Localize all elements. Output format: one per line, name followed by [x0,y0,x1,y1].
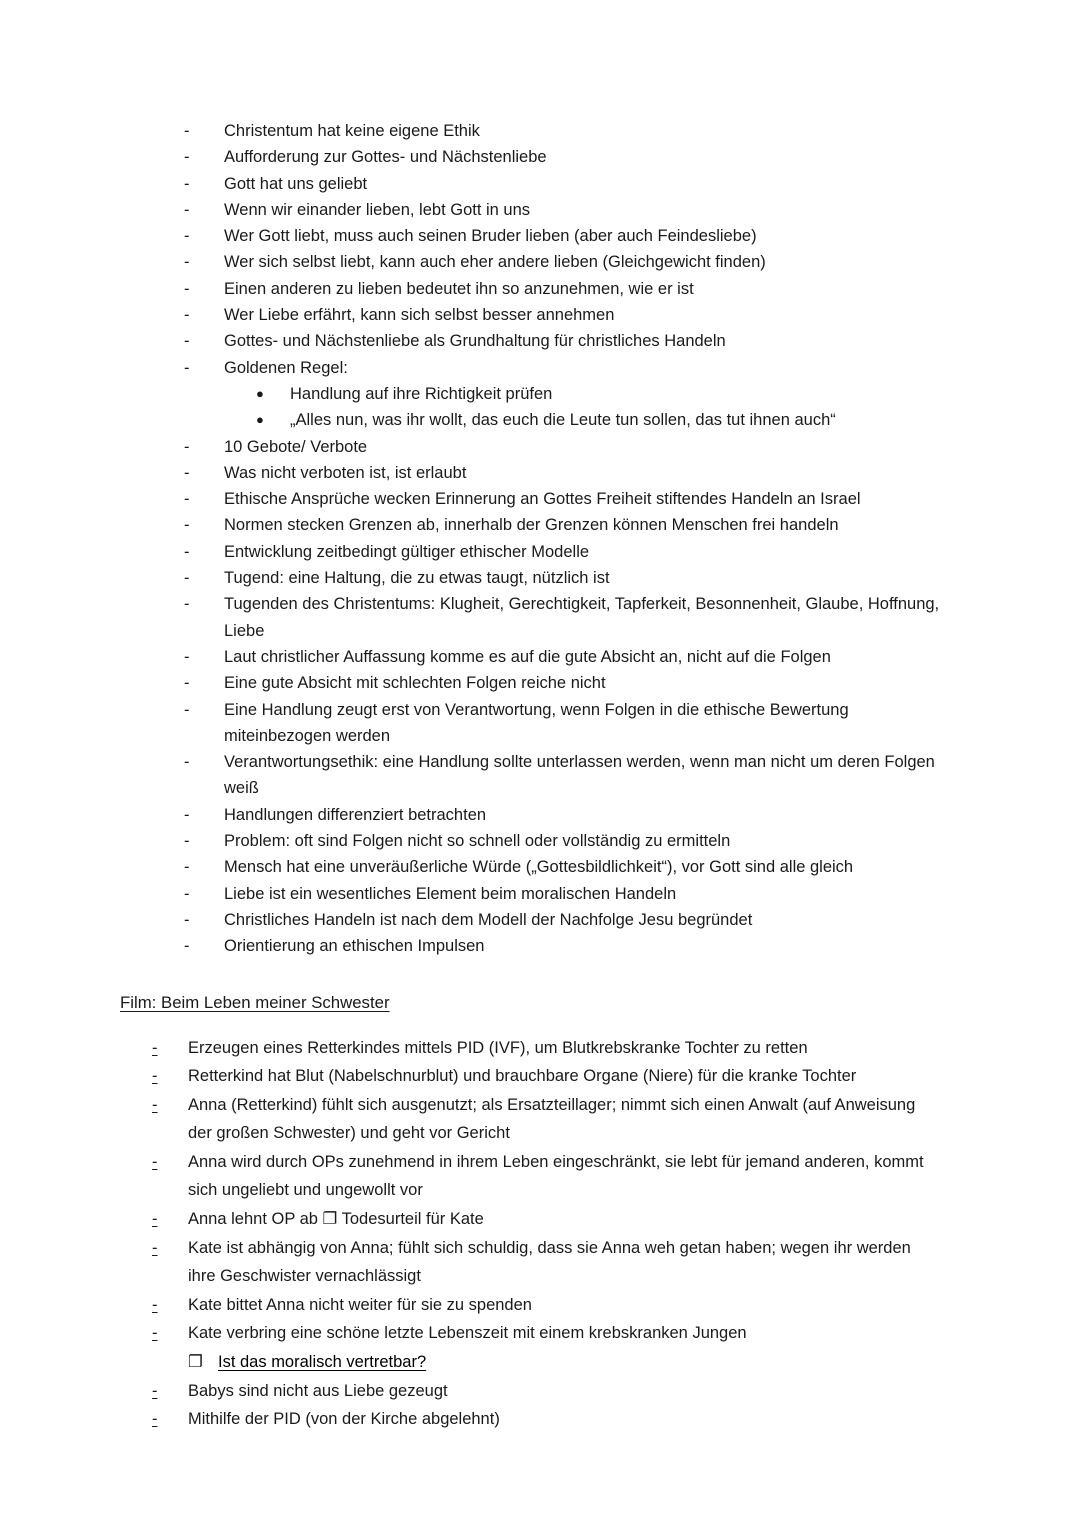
list-item-text: Aufforderung zur Gottes- und Nächstenliebe [224,148,547,167]
list-item [120,486,960,512]
dash-icon: - [152,1410,158,1429]
dash-icon: - [152,1067,158,1086]
question-list-item [120,1348,960,1377]
sub-list-item [120,407,960,433]
list-item [120,355,960,381]
dash-icon: - [184,858,190,877]
list-item [120,276,960,302]
dash-icon: - [184,805,190,824]
bullet-icon: ● [256,385,264,401]
dash-icon: - [184,832,190,851]
list-item-text: Mensch hat eine unveräußerliche Würde („Gottesbildlichkeit“), vor Gott sind alle gleich [224,858,854,877]
sub-list-item-text: „Alles nun, was ihr wollt, das euch die Leute tun sollen, das tut ihnen auch“ [290,411,836,430]
list-item [120,1405,960,1434]
list-item [120,1148,960,1205]
list-item [120,197,960,223]
list-item [120,591,960,644]
dash-icon: - [184,174,190,193]
list-item-text: Normen stecken Grenzen ab, innerhalb der Grenzen können Menschen frei handeln [224,516,839,535]
list-item-text: Problem: oft sind Folgen nicht so schnell oder vollständig zu ermitteln [224,832,731,851]
list-item [120,881,960,907]
dash-icon: - [184,542,190,561]
section-heading-film: Film: Beim Leben meiner Schwester [120,992,390,1012]
list-item [120,670,960,696]
list-item [120,749,960,802]
list-item [120,144,960,170]
dash-icon: - [184,279,190,298]
list-item-text: Anna (Retterkind) fühlt sich ausgenutzt; als Ersatzteillager; nimmt sich einen Anwalt (auf Anweisung der großen Schwester) und geht vor Gericht [188,1095,916,1143]
list-item-text: Retterkind hat Blut (Nabelschnurblut) und brauchbare Organe (Niere) für die kranke Tochter [188,1067,857,1086]
list-item-text: Wer sich selbst liebt, kann auch eher andere lieben (Gleichgewicht finden) [224,253,766,272]
list-item-text: Christliches Handeln ist nach dem Modell der Nachfolge Jesu begründet [224,910,753,929]
list-item [120,434,960,460]
list-item-text: Orientierung an ethischen Impulsen [224,937,485,956]
list-item [120,1291,960,1320]
dash-icon: - [184,122,190,140]
dash-icon: - [184,937,190,956]
dash-icon: - [184,700,190,719]
dash-icon: - [184,148,190,167]
dash-icon: - [152,1324,158,1343]
list-item-text: Wer Liebe erfährt, kann sich selbst besser annehmen [224,306,615,325]
arrow-box-icon: ❐ [188,1352,203,1372]
list-item-text: 10 Gebote/ Verbote [224,437,368,456]
list-item [120,539,960,565]
list-item [120,328,960,354]
list-item [120,1377,960,1406]
ethics-notes-list [120,118,960,960]
dash-icon: - [184,490,190,509]
dash-icon: - [184,884,190,903]
list-item-text: Kate bittet Anna nicht weiter für sie zu spenden [188,1295,532,1314]
list-item [120,854,960,880]
dash-icon: - [184,674,190,693]
list-item-text: Liebe ist ein wesentliches Element beim moralischen Handeln [224,884,677,903]
list-item [120,565,960,591]
dash-icon: - [152,1381,158,1400]
list-item-text: Handlungen differenziert betrachten [224,805,487,824]
list-item [120,1062,960,1091]
list-item [120,171,960,197]
dash-icon: - [184,569,190,588]
question-list-item-text: Ist das moralisch vertretbar? [218,1353,427,1372]
dash-icon: - [184,595,190,614]
list-item [120,302,960,328]
list-item-text: Was nicht verboten ist, ist erlaubt [224,463,467,482]
list-item-text: Eine Handlung zeugt erst von Verantwortung, wenn Folgen in die ethische Bewertung miteinbezogen werden [224,700,849,745]
list-item [120,512,960,538]
film-notes-list [120,1034,960,1434]
list-item-text: Anna lehnt OP ab ❐ Todesurteil für Kate [188,1210,484,1229]
list-item-text: Eine gute Absicht mit schlechten Folgen reiche nicht [224,674,606,693]
list-item-text: Laut christlicher Auffassung komme es auf die gute Absicht an, nicht auf die Folgen [224,647,831,666]
dash-icon: - [184,253,190,272]
dash-icon: - [152,1295,158,1314]
dash-icon: - [184,227,190,246]
list-item [120,1034,960,1063]
list-item-text: Christentum hat keine eigene Ethik [224,122,480,140]
list-item-text: Wer Gott liebt, muss auch seinen Bruder lieben (aber auch Feindesliebe) [224,227,757,246]
list-item-text: Einen anderen zu lieben bedeutet ihn so anzunehmen, wie er ist [224,279,694,298]
list-item-text: Babys sind nicht aus Liebe gezeugt [188,1381,448,1400]
dash-icon: - [184,306,190,325]
list-item [120,1319,960,1348]
list-item-text: Ethische Ansprüche wecken Erinnerung an Gottes Freiheit stiftendes Handeln an Israel [224,490,861,509]
dash-icon: - [184,516,190,535]
dash-icon: - [184,200,190,219]
list-item-text: Gott hat uns geliebt [224,174,368,193]
dash-icon: - [184,647,190,666]
dash-icon: - [184,437,190,456]
list-item-text: Wenn wir einander lieben, lebt Gott in uns [224,200,531,219]
list-item [120,1205,960,1234]
list-item-text: Mithilfe der PID (von der Kirche abgelehnt) [188,1410,500,1429]
dash-icon: - [184,332,190,351]
list-item [120,1234,960,1291]
dash-icon: - [184,910,190,929]
list-item-text: Goldenen Regel: [224,358,348,377]
list-item-text: Tugend: eine Haltung, die zu etwas taugt, nützlich ist [224,569,610,588]
dash-icon: - [152,1038,158,1057]
dash-icon: - [152,1210,158,1229]
dash-icon: - [184,358,190,377]
list-item-text: Kate ist abhängig von Anna; fühlt sich schuldig, dass sie Anna weh getan haben; wegen ihr werden ihre Geschwister vernachlässigt [188,1238,911,1286]
sub-list-item [120,381,960,407]
list-item [120,802,960,828]
list-item-text: Tugenden des Christentums: Klugheit, Gerechtigkeit, Tapferkeit, Besonnenheit, Glaube, Hoffnung, Liebe [224,595,940,640]
list-item-text: Verantwortungsethik: eine Handlung sollte unterlassen werden, wenn man nicht um deren Folgen weiß [224,753,935,798]
list-item-text: Erzeugen eines Retterkindes mittels PID (IVF), um Blutkrebskranke Tochter zu retten [188,1038,808,1057]
dash-icon: - [184,753,190,772]
list-item [120,223,960,249]
list-item [120,907,960,933]
dash-icon: - [184,463,190,482]
list-item-text: Anna wird durch OPs zunehmend in ihrem Leben eingeschränkt, sie lebt für jemand anderen, kommt sich ungeliebt und ungewollt vor [188,1152,924,1200]
list-item-text: Kate verbring eine schöne letzte Lebenszeit mit einem krebskranken Jungen [188,1324,747,1343]
list-item [120,828,960,854]
sub-list-item-text: Handlung auf ihre Richtigkeit prüfen [290,384,553,403]
list-item [120,697,960,750]
dash-icon: - [152,1095,158,1114]
list-item-text: Entwicklung zeitbedingt gültiger ethischer Modelle [224,542,590,561]
list-item [120,1091,960,1148]
list-item-text: Gottes- und Nächstenliebe als Grundhaltung für christliches Handeln [224,332,726,351]
list-item [120,460,960,486]
dash-icon: - [152,1238,158,1257]
list-item [120,249,960,275]
list-item [120,644,960,670]
list-item [120,933,960,959]
dash-icon: - [152,1152,158,1171]
list-item [120,118,960,144]
bullet-icon: ● [256,412,264,428]
